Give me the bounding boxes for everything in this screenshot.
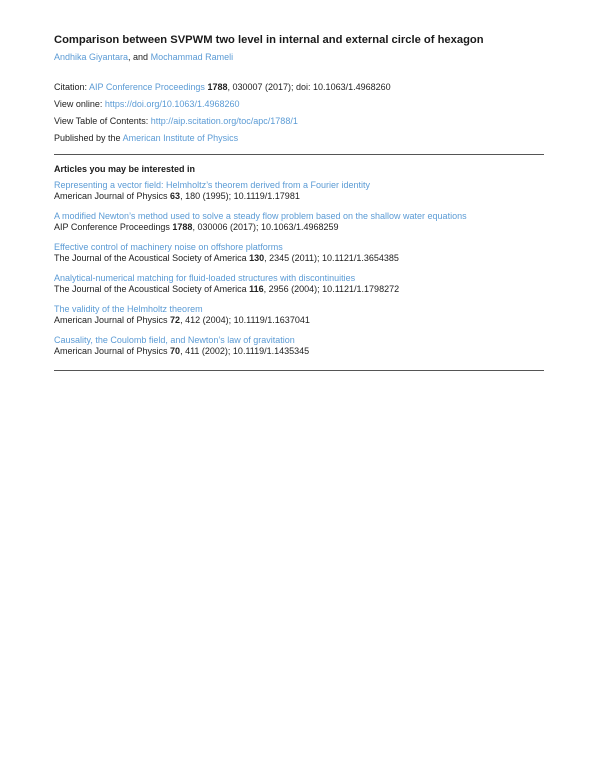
related-article-title-link[interactable]: Causality, the Coulomb field, and Newton’s law of gravitation xyxy=(54,335,295,345)
related-article xyxy=(54,242,544,264)
publisher-row xyxy=(54,130,544,147)
published-label: Published by the xyxy=(54,133,123,143)
related-heading: Articles you may be interested in xyxy=(54,164,196,174)
view-online-row xyxy=(54,96,544,113)
cover-page xyxy=(54,33,544,371)
related-article-title-link[interactable]: Analytical-numerical matching for fluid-loaded structures with discontinuities xyxy=(54,273,356,283)
related-article-citation: American Journal of Physics 72, 412 (2004); 10.1119/1.1637041 xyxy=(54,315,310,325)
author-link-1[interactable]: Andhika Giyantara xyxy=(54,52,129,62)
related-article-citation: The Journal of the Acoustical Society of America 116, 2956 (2004); 10.1121/1.1798272 xyxy=(54,284,400,294)
related-article-title-link[interactable]: The validity of the Helmholtz theorem xyxy=(54,304,203,314)
author-link-2[interactable]: Mochammad Rameli xyxy=(150,52,234,62)
toc-link[interactable]: http://aip.scitation.org/toc/apc/1788/1 xyxy=(150,116,298,126)
view-online-link[interactable]: https://doi.org/10.1063/1.4968260 xyxy=(104,99,240,109)
related-article-title-link[interactable]: Representing a vector field: Helmholtz’s theorem derived from a Fourier identity xyxy=(54,180,370,190)
author-separator: , and xyxy=(128,52,151,62)
related-article xyxy=(54,180,544,202)
toc-row xyxy=(54,113,544,130)
citation-journal-link[interactable]: AIP Conference Proceedings xyxy=(89,82,205,92)
publisher-link[interactable]: American Institute of Physics xyxy=(122,133,239,143)
citation-row xyxy=(54,79,544,96)
citation-label: Citation: xyxy=(54,82,90,92)
view-online-label: View online: xyxy=(54,99,105,109)
related-article-citation: American Journal of Physics 63, 180 (1995); 10.1119/1.17981 xyxy=(54,191,300,201)
paper-title: Comparison between SVPWM two level in internal and external circle of hexagon xyxy=(54,34,484,46)
toc-label: View Table of Contents: xyxy=(54,116,151,126)
related-article-citation: AIP Conference Proceedings 1788, 030006 (2017); 10.1063/1.4968259 xyxy=(54,222,339,232)
related-article-citation: The Journal of the Acoustical Society of America 130, 2345 (2011); 10.1121/1.3654385 xyxy=(54,253,399,263)
related-article xyxy=(54,211,544,233)
bottom-divider xyxy=(54,370,544,371)
top-divider xyxy=(54,154,544,155)
related-article-citation: American Journal of Physics 70, 411 (2002); 10.1119/1.1435345 xyxy=(54,346,310,356)
metadata-block xyxy=(54,79,544,147)
citation-volume: 1788 xyxy=(207,82,228,92)
related-article-title-link[interactable]: A modified Newton’s method used to solve a steady flow problem based on the shallow water equations xyxy=(54,211,467,221)
related-article xyxy=(54,304,544,326)
related-article xyxy=(54,335,544,357)
related-article xyxy=(54,273,544,295)
related-articles-list xyxy=(54,180,544,357)
author-list xyxy=(54,51,544,63)
citation-rest: , 030007 (2017); doi: 10.1063/1.4968260 xyxy=(227,82,391,92)
related-article-title-link[interactable]: Effective control of machinery noise on offshore platforms xyxy=(54,242,283,252)
